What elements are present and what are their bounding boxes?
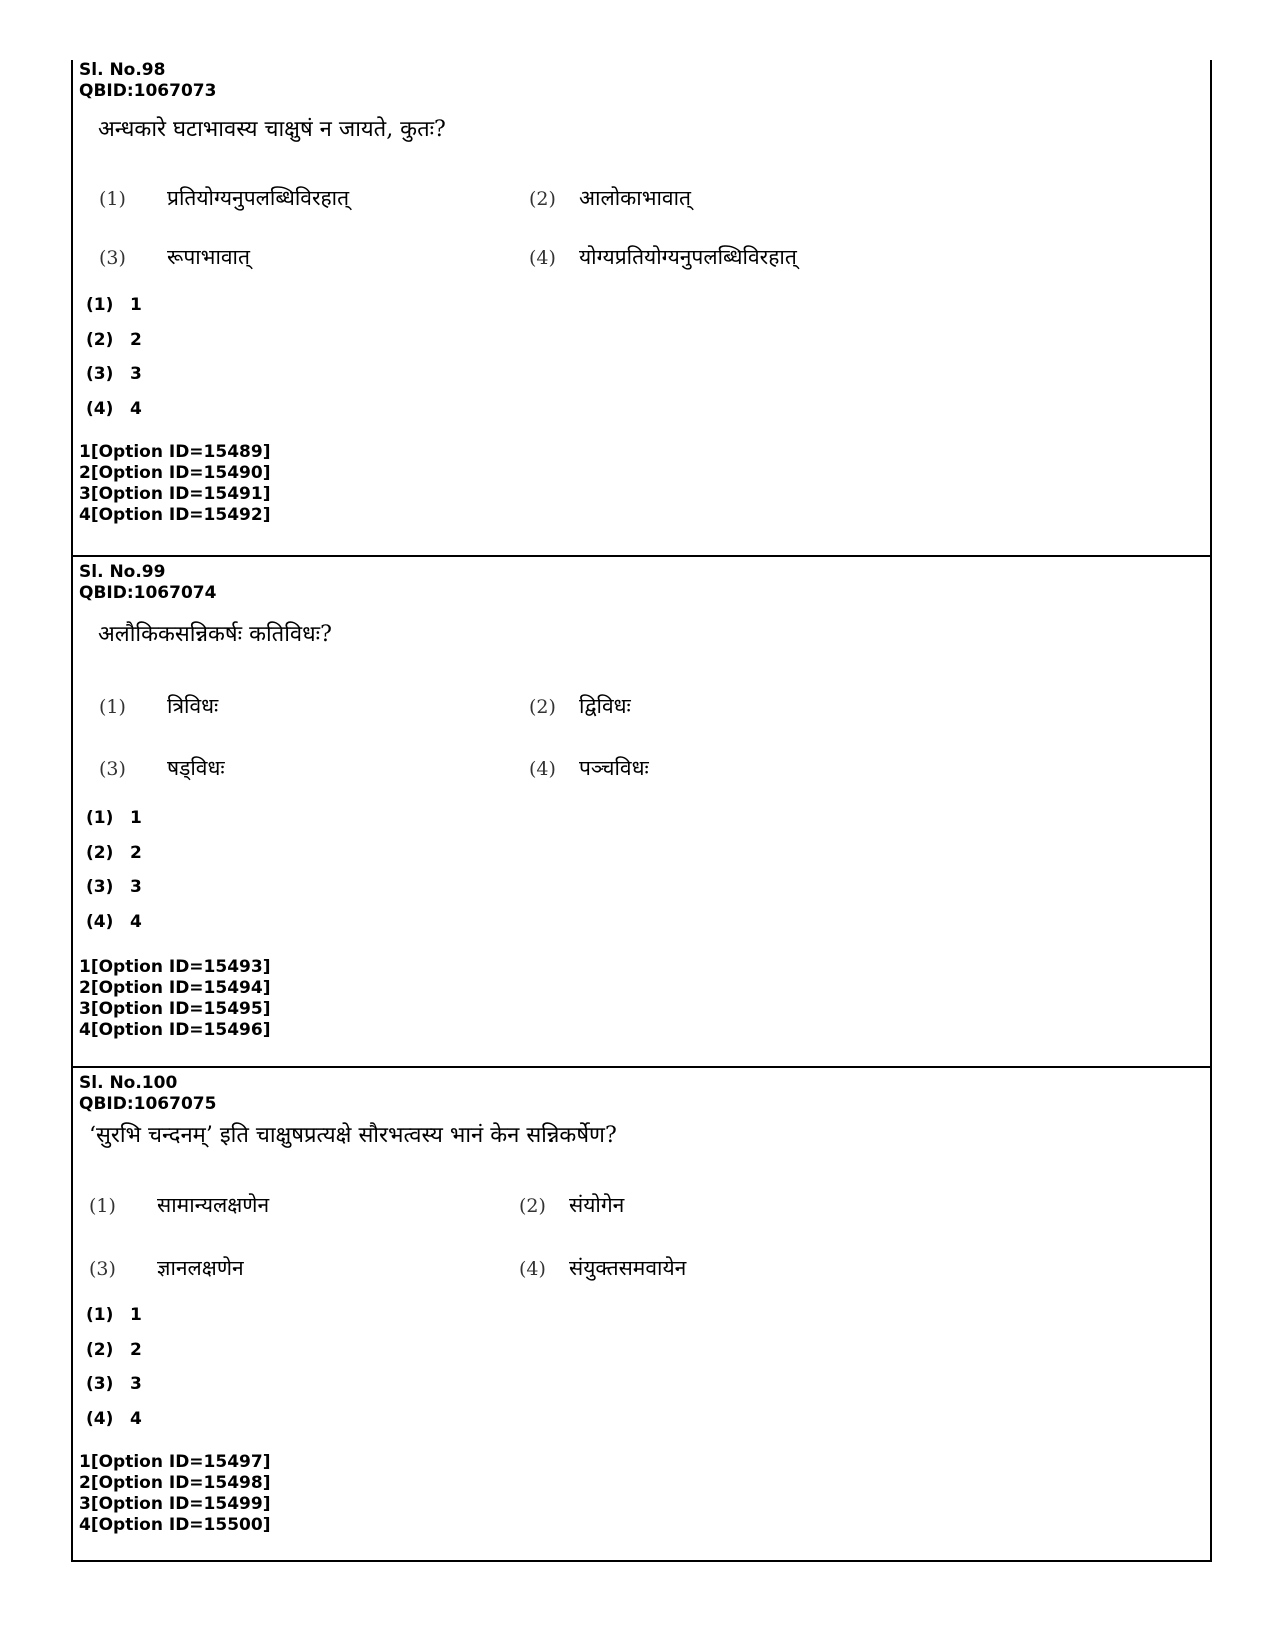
answer-choice[interactable]: (3) 3 <box>86 1374 142 1394</box>
option-id: 3[Option ID=15499] <box>79 1494 271 1514</box>
option-text: योग्यप्रतियोग्यनुपलब्धिविरहात् <box>579 245 797 269</box>
question-meta <box>79 60 216 102</box>
question-block-100 <box>73 1066 1210 1560</box>
option-number: (4) <box>529 758 556 780</box>
option-2 <box>519 1190 625 1221</box>
answer-choice[interactable]: (3) 3 <box>86 877 142 897</box>
serial-number: Sl. No.99 <box>79 562 166 582</box>
option-number: (1) <box>89 1195 116 1217</box>
question-sheet <box>71 60 1212 1562</box>
option-3 <box>99 242 250 273</box>
answer-choice[interactable]: (1) 1 <box>86 808 142 828</box>
answer-choices <box>86 807 142 945</box>
answer-choice[interactable]: (2) 2 <box>86 842 142 863</box>
option-1 <box>89 1190 270 1221</box>
option-1 <box>99 691 219 722</box>
option-number: (3) <box>89 1258 116 1280</box>
qbid: QBID:1067073 <box>79 81 217 101</box>
question-block-98 <box>73 60 1210 555</box>
option-text: प्रतियोग्यनुपलब्धिविरहात् <box>167 186 350 210</box>
answer-choice[interactable]: (1) 1 <box>86 1305 142 1325</box>
option-id: 2[Option ID=15498] <box>79 1473 271 1493</box>
option-id-list <box>79 442 270 526</box>
option-number: (1) <box>99 188 126 210</box>
answer-choice[interactable]: (1) 1 <box>86 295 142 315</box>
option-number: (3) <box>99 758 126 780</box>
option-id: 4[Option ID=15492] <box>79 505 271 525</box>
qbid: QBID:1067075 <box>79 1094 217 1114</box>
option-4 <box>519 1253 687 1284</box>
option-4 <box>529 242 797 273</box>
option-4 <box>529 753 649 784</box>
option-id-list <box>79 957 270 1041</box>
answer-choices <box>86 294 142 432</box>
option-id: 1[Option ID=15497] <box>79 1452 271 1472</box>
option-3 <box>89 1253 244 1284</box>
option-number: (4) <box>529 247 556 269</box>
answer-choices <box>86 1304 142 1442</box>
option-text: आलोकाभावात् <box>579 186 691 210</box>
question-meta <box>79 1073 216 1115</box>
serial-number: Sl. No.100 <box>79 1073 178 1093</box>
question-meta <box>79 562 216 604</box>
option-id: 1[Option ID=15493] <box>79 957 271 977</box>
option-id: 2[Option ID=15494] <box>79 978 271 998</box>
option-text: द्विविधः <box>579 694 631 718</box>
option-1 <box>99 183 350 214</box>
option-2 <box>529 183 691 214</box>
qbid: QBID:1067074 <box>79 583 217 603</box>
option-id: 4[Option ID=15496] <box>79 1020 271 1040</box>
option-id: 3[Option ID=15491] <box>79 484 271 504</box>
answer-choice[interactable]: (2) 2 <box>86 1339 142 1360</box>
answer-choice[interactable]: (4) 4 <box>86 911 142 932</box>
question-stem: ‘सुरभि चन्दनम्’ इति चाक्षुषप्रत्यक्षे सौरभत्वस्य भानं केन सन्निकर्षेण? <box>89 1123 617 1148</box>
option-number: (2) <box>529 696 556 718</box>
option-number: (4) <box>519 1258 546 1280</box>
option-text: षड्विधः <box>167 756 225 780</box>
option-id: 4[Option ID=15500] <box>79 1515 271 1535</box>
option-text: संयुक्तसमवायेन <box>569 1256 687 1280</box>
serial-number: Sl. No.98 <box>79 60 166 80</box>
option-text: त्रिविधः <box>167 694 219 718</box>
answer-choice[interactable]: (4) 4 <box>86 398 142 419</box>
option-text: ज्ञानलक्षणेन <box>157 1256 244 1280</box>
option-id: 3[Option ID=15495] <box>79 999 271 1019</box>
question-block-99 <box>73 555 1210 1066</box>
answer-choice[interactable]: (2) 2 <box>86 329 142 350</box>
answer-choice[interactable]: (4) 4 <box>86 1408 142 1429</box>
option-number: (3) <box>99 247 126 269</box>
option-id: 1[Option ID=15489] <box>79 442 271 462</box>
option-id: 2[Option ID=15490] <box>79 463 271 483</box>
option-2 <box>529 691 631 722</box>
option-number: (1) <box>99 696 126 718</box>
question-stem: अलौकिकसन्निकर्षः कतिविधः? <box>98 622 332 647</box>
option-number: (2) <box>529 188 556 210</box>
option-text: पञ्चविधः <box>579 756 649 780</box>
option-text: संयोगेन <box>569 1193 625 1217</box>
option-number: (2) <box>519 1195 546 1217</box>
option-text: सामान्यलक्षणेन <box>157 1193 270 1217</box>
answer-choice[interactable]: (3) 3 <box>86 364 142 384</box>
question-stem: अन्धकारे घटाभावस्य चाक्षुषं न जायते, कुतः? <box>98 117 446 142</box>
option-3 <box>99 753 225 784</box>
option-id-list <box>79 1452 270 1536</box>
option-text: रूपाभावात् <box>167 245 250 269</box>
